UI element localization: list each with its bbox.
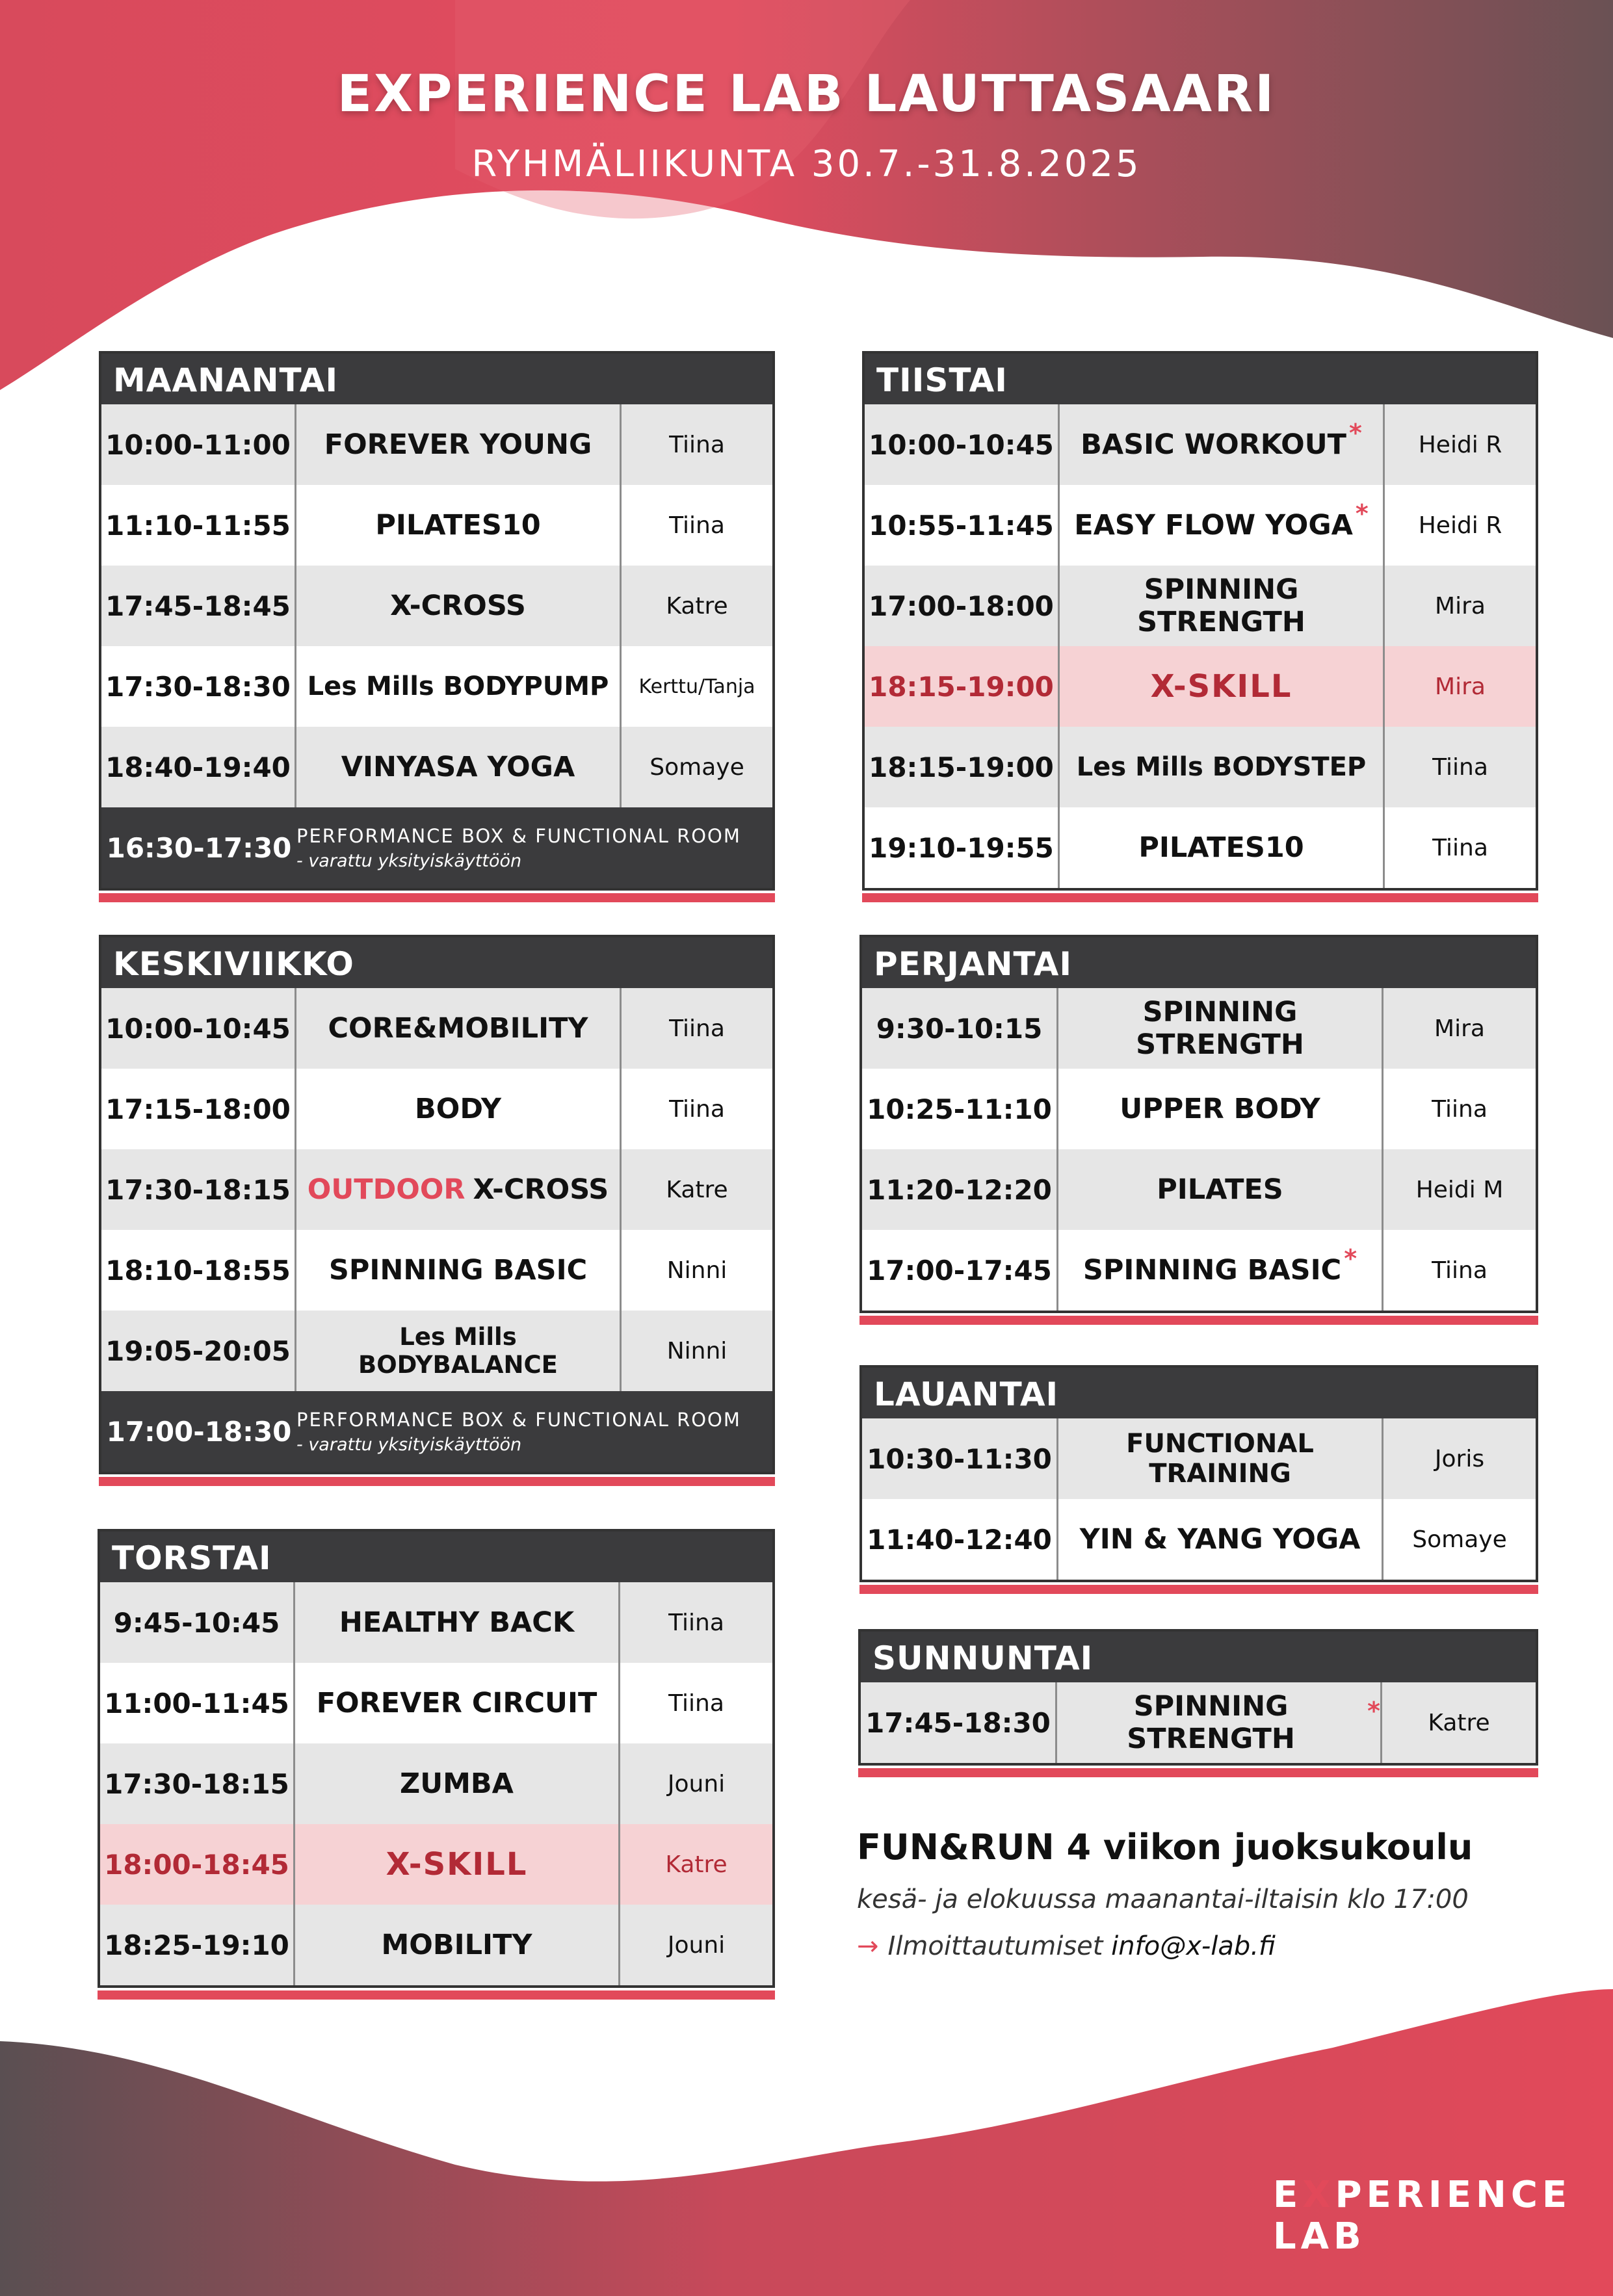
instructor: Mira (1434, 1015, 1485, 1042)
day-table-tiistai (862, 351, 1538, 891)
table-row (861, 1682, 1536, 1763)
instructor: Somaye (1412, 1526, 1507, 1553)
class-name: Les Mills BODYPUMP (296, 646, 622, 727)
reserved-label: - varattu yksityiskäyttöön (296, 850, 522, 871)
fun-run-title: FUN&RUN 4 viikon juoksukoulu (857, 1827, 1473, 1868)
reserved-label: - varattu yksityiskäyttöön (296, 1434, 522, 1455)
class-name (1060, 485, 1385, 566)
class-time: 10:25-11:10 (862, 1069, 1058, 1149)
class-time: 18:10-18:55 (101, 1230, 296, 1311)
table-row (865, 566, 1536, 646)
table-row (100, 1663, 772, 1743)
asterisk-icon: * (1348, 419, 1362, 447)
day-table-sunnuntai (858, 1629, 1538, 1766)
class-name (1058, 1230, 1384, 1311)
class-name (1060, 404, 1385, 485)
table-row (100, 1743, 772, 1824)
outdoor-label: OUTDOOR (307, 1173, 466, 1206)
table-row (101, 1311, 772, 1391)
day-table-maanantai (99, 351, 775, 891)
experience-lab-logo (1273, 2174, 1571, 2258)
instructor: Mira (1435, 592, 1486, 620)
instructor: Ninni (666, 1257, 728, 1284)
class-time: 18:15-19:00 (865, 727, 1060, 807)
table-row (101, 1069, 772, 1149)
class-time: 9:45-10:45 (100, 1582, 295, 1663)
instructor: Tiina (669, 431, 725, 458)
instructor: Tiina (669, 1095, 725, 1123)
fun-run-schedule: kesä- ja elokuussa maanantai-iltaisin klo 17:00 (857, 1885, 1469, 1914)
class-name-text: X-CROSS (473, 1173, 609, 1206)
class-time: 18:40-19:40 (101, 727, 296, 807)
class-time: 17:45-18:30 (861, 1682, 1057, 1763)
class-time: 10:55-11:45 (865, 485, 1060, 566)
day-heading: PERJANTAI (862, 937, 1536, 988)
logo-x-mark: X (1302, 2174, 1335, 2216)
class-time: 17:45-18:45 (101, 566, 296, 646)
table-row-highlighted (100, 1824, 772, 1905)
instructor: Tiina (1432, 1257, 1488, 1284)
instructor: Kerttu/Tanja (638, 675, 755, 698)
class-time: 19:10-19:55 (865, 807, 1060, 888)
table-row (865, 727, 1536, 807)
page-header (0, 65, 1613, 185)
table-row (865, 807, 1536, 888)
class-time: 9:30-10:15 (862, 988, 1058, 1069)
day-heading: TORSTAI (100, 1532, 772, 1582)
class-name: PILATES (1058, 1149, 1384, 1230)
table-row (101, 1230, 772, 1311)
table-row (862, 1418, 1536, 1499)
class-time: 17:30-18:15 (101, 1149, 296, 1230)
fun-run-info (857, 1827, 1473, 1961)
class-time: 18:15-19:00 (865, 646, 1060, 727)
class-time: 17:00-17:45 (862, 1230, 1058, 1311)
class-time: 10:00-10:45 (865, 404, 1060, 485)
class-time: 11:40-12:40 (862, 1499, 1058, 1580)
class-name: PILATES10 (1060, 807, 1385, 888)
table-row (100, 1905, 772, 1985)
table-row (862, 1230, 1536, 1311)
instructor: Heidi R (1418, 431, 1502, 458)
table-row (101, 988, 772, 1069)
reserved-time: 16:30-17:30 (106, 831, 292, 864)
instructor: Katre (1428, 1709, 1490, 1736)
class-time: 17:30-18:15 (100, 1743, 295, 1824)
instructor: Tiina (669, 1015, 725, 1042)
instructor: Tiina (668, 1689, 724, 1717)
class-name: CORE&MOBILITY (296, 988, 622, 1069)
class-name: PILATES10 (296, 485, 622, 566)
class-time: 18:25-19:10 (100, 1905, 295, 1985)
fun-run-registration (857, 1931, 1473, 1961)
logo-letter-e: E (1273, 2174, 1303, 2216)
instructor: Tiina (1432, 834, 1488, 861)
class-name: VINYASA YOGA (296, 727, 622, 807)
arrow-right-icon: → (857, 1931, 879, 1961)
class-name (296, 1149, 622, 1230)
class-name: X-SKILL (295, 1824, 620, 1905)
instructor: Somaye (649, 753, 744, 781)
instructor: Katre (666, 1176, 728, 1203)
instructor: Ninni (666, 1337, 728, 1364)
instructor: Mira (1435, 673, 1486, 700)
class-name: ZUMBA (295, 1743, 620, 1824)
reserved-room: PERFORMANCE BOX & FUNCTIONAL ROOM (296, 824, 741, 847)
logo-line-1 (1273, 2174, 1571, 2216)
instructor: Tiina (1432, 753, 1488, 781)
day-heading: SUNNUNTAI (861, 1632, 1536, 1682)
instructor: Heidi R (1418, 512, 1502, 539)
instructor: Tiina (1432, 1095, 1488, 1123)
class-name: Les Mills BODYSTEP (1060, 727, 1385, 807)
day-table-keskiviikko (99, 935, 775, 1474)
table-row-highlighted (865, 646, 1536, 727)
table-row (101, 1149, 772, 1230)
class-name: Les Mills BODYBALANCE (296, 1311, 622, 1391)
instructor: Tiina (669, 512, 725, 539)
class-name: SPINNING STRENGTH (1058, 988, 1384, 1069)
table-row (100, 1582, 772, 1663)
class-time: 11:00-11:45 (100, 1663, 295, 1743)
class-name: MOBILITY (295, 1905, 620, 1985)
table-row (862, 1069, 1536, 1149)
class-name-text: BASIC WORKOUT (1081, 428, 1346, 461)
class-name: X-CROSS (296, 566, 622, 646)
class-time: 18:00-18:45 (100, 1824, 295, 1905)
class-time: 17:00-18:00 (865, 566, 1060, 646)
class-time: 17:15-18:00 (101, 1069, 296, 1149)
class-time: 11:10-11:55 (101, 485, 296, 566)
class-name: BODY (296, 1069, 622, 1149)
class-name: SPINNING STRENGTH (1060, 566, 1385, 646)
table-row (101, 646, 772, 727)
class-time: 11:20-12:20 (862, 1149, 1058, 1230)
table-row (101, 566, 772, 646)
class-name: HEALTHY BACK (295, 1582, 620, 1663)
class-name: YIN & YANG YOGA (1058, 1499, 1384, 1580)
instructor: Heidi M (1415, 1176, 1504, 1203)
class-name: FOREVER YOUNG (296, 404, 622, 485)
asterisk-icon: * (1367, 1697, 1380, 1725)
class-name: X-SKILL (1060, 646, 1385, 727)
instructor: Jouni (667, 1931, 726, 1959)
day-heading: KESKIVIIKKO (101, 937, 772, 988)
asterisk-icon: * (1355, 499, 1369, 528)
page-subtitle: RYHMÄLIIKUNTA 30.7.-31.8.2025 (471, 143, 1142, 185)
table-row (101, 727, 772, 807)
logo-word-perience: PERIENCE (1335, 2174, 1572, 2216)
table-row (101, 404, 772, 485)
day-heading: TIISTAI (865, 354, 1536, 404)
instructor: Katre (666, 592, 728, 620)
table-row (865, 485, 1536, 566)
class-name: FUNCTIONAL TRAINING (1058, 1418, 1384, 1499)
day-table-lauantai (859, 1365, 1538, 1582)
class-time: 10:00-10:45 (101, 988, 296, 1069)
table-row (101, 485, 772, 566)
class-name-text: SPINNING BASIC (1082, 1254, 1342, 1286)
instructor: Tiina (668, 1609, 724, 1636)
reserved-row (101, 1391, 772, 1472)
day-heading: LAUANTAI (862, 1368, 1536, 1418)
class-name (1057, 1682, 1382, 1763)
reserved-row (101, 807, 772, 888)
reserved-note (296, 807, 772, 888)
class-time: 19:05-20:05 (101, 1311, 296, 1391)
reserved-time: 17:00-18:30 (106, 1415, 292, 1448)
class-name-text: SPINNING STRENGTH (1127, 1690, 1295, 1755)
reserved-note (296, 1391, 772, 1472)
reserved-room: PERFORMANCE BOX & FUNCTIONAL ROOM (296, 1408, 741, 1431)
day-table-perjantai (859, 935, 1538, 1313)
class-time: 10:00-11:00 (101, 404, 296, 485)
instructor: Katre (665, 1851, 728, 1878)
logo-line-2: LAB (1273, 2215, 1366, 2258)
day-heading: MAANANTAI (101, 354, 772, 404)
class-name-text: EASY FLOW YOGA (1074, 509, 1353, 541)
class-name: SPINNING BASIC (296, 1230, 622, 1311)
instructor: Joris (1434, 1445, 1485, 1472)
class-time: 17:30-18:30 (101, 646, 296, 727)
table-row (862, 1149, 1536, 1230)
class-time: 10:30-11:30 (862, 1418, 1058, 1499)
email-link[interactable]: info@x-lab.fi (1111, 1931, 1276, 1961)
asterisk-icon: * (1344, 1244, 1357, 1273)
day-table-torstai (98, 1529, 775, 1988)
page-title: EXPERIENCE LAB LAUTTASAARI (337, 65, 1276, 124)
table-row (862, 988, 1536, 1069)
class-name: UPPER BODY (1058, 1069, 1384, 1149)
class-name: FOREVER CIRCUIT (295, 1663, 620, 1743)
registration-label: Ilmoittautumiset (887, 1931, 1103, 1961)
table-row (865, 404, 1536, 485)
table-row (862, 1499, 1536, 1580)
instructor: Jouni (667, 1770, 726, 1797)
